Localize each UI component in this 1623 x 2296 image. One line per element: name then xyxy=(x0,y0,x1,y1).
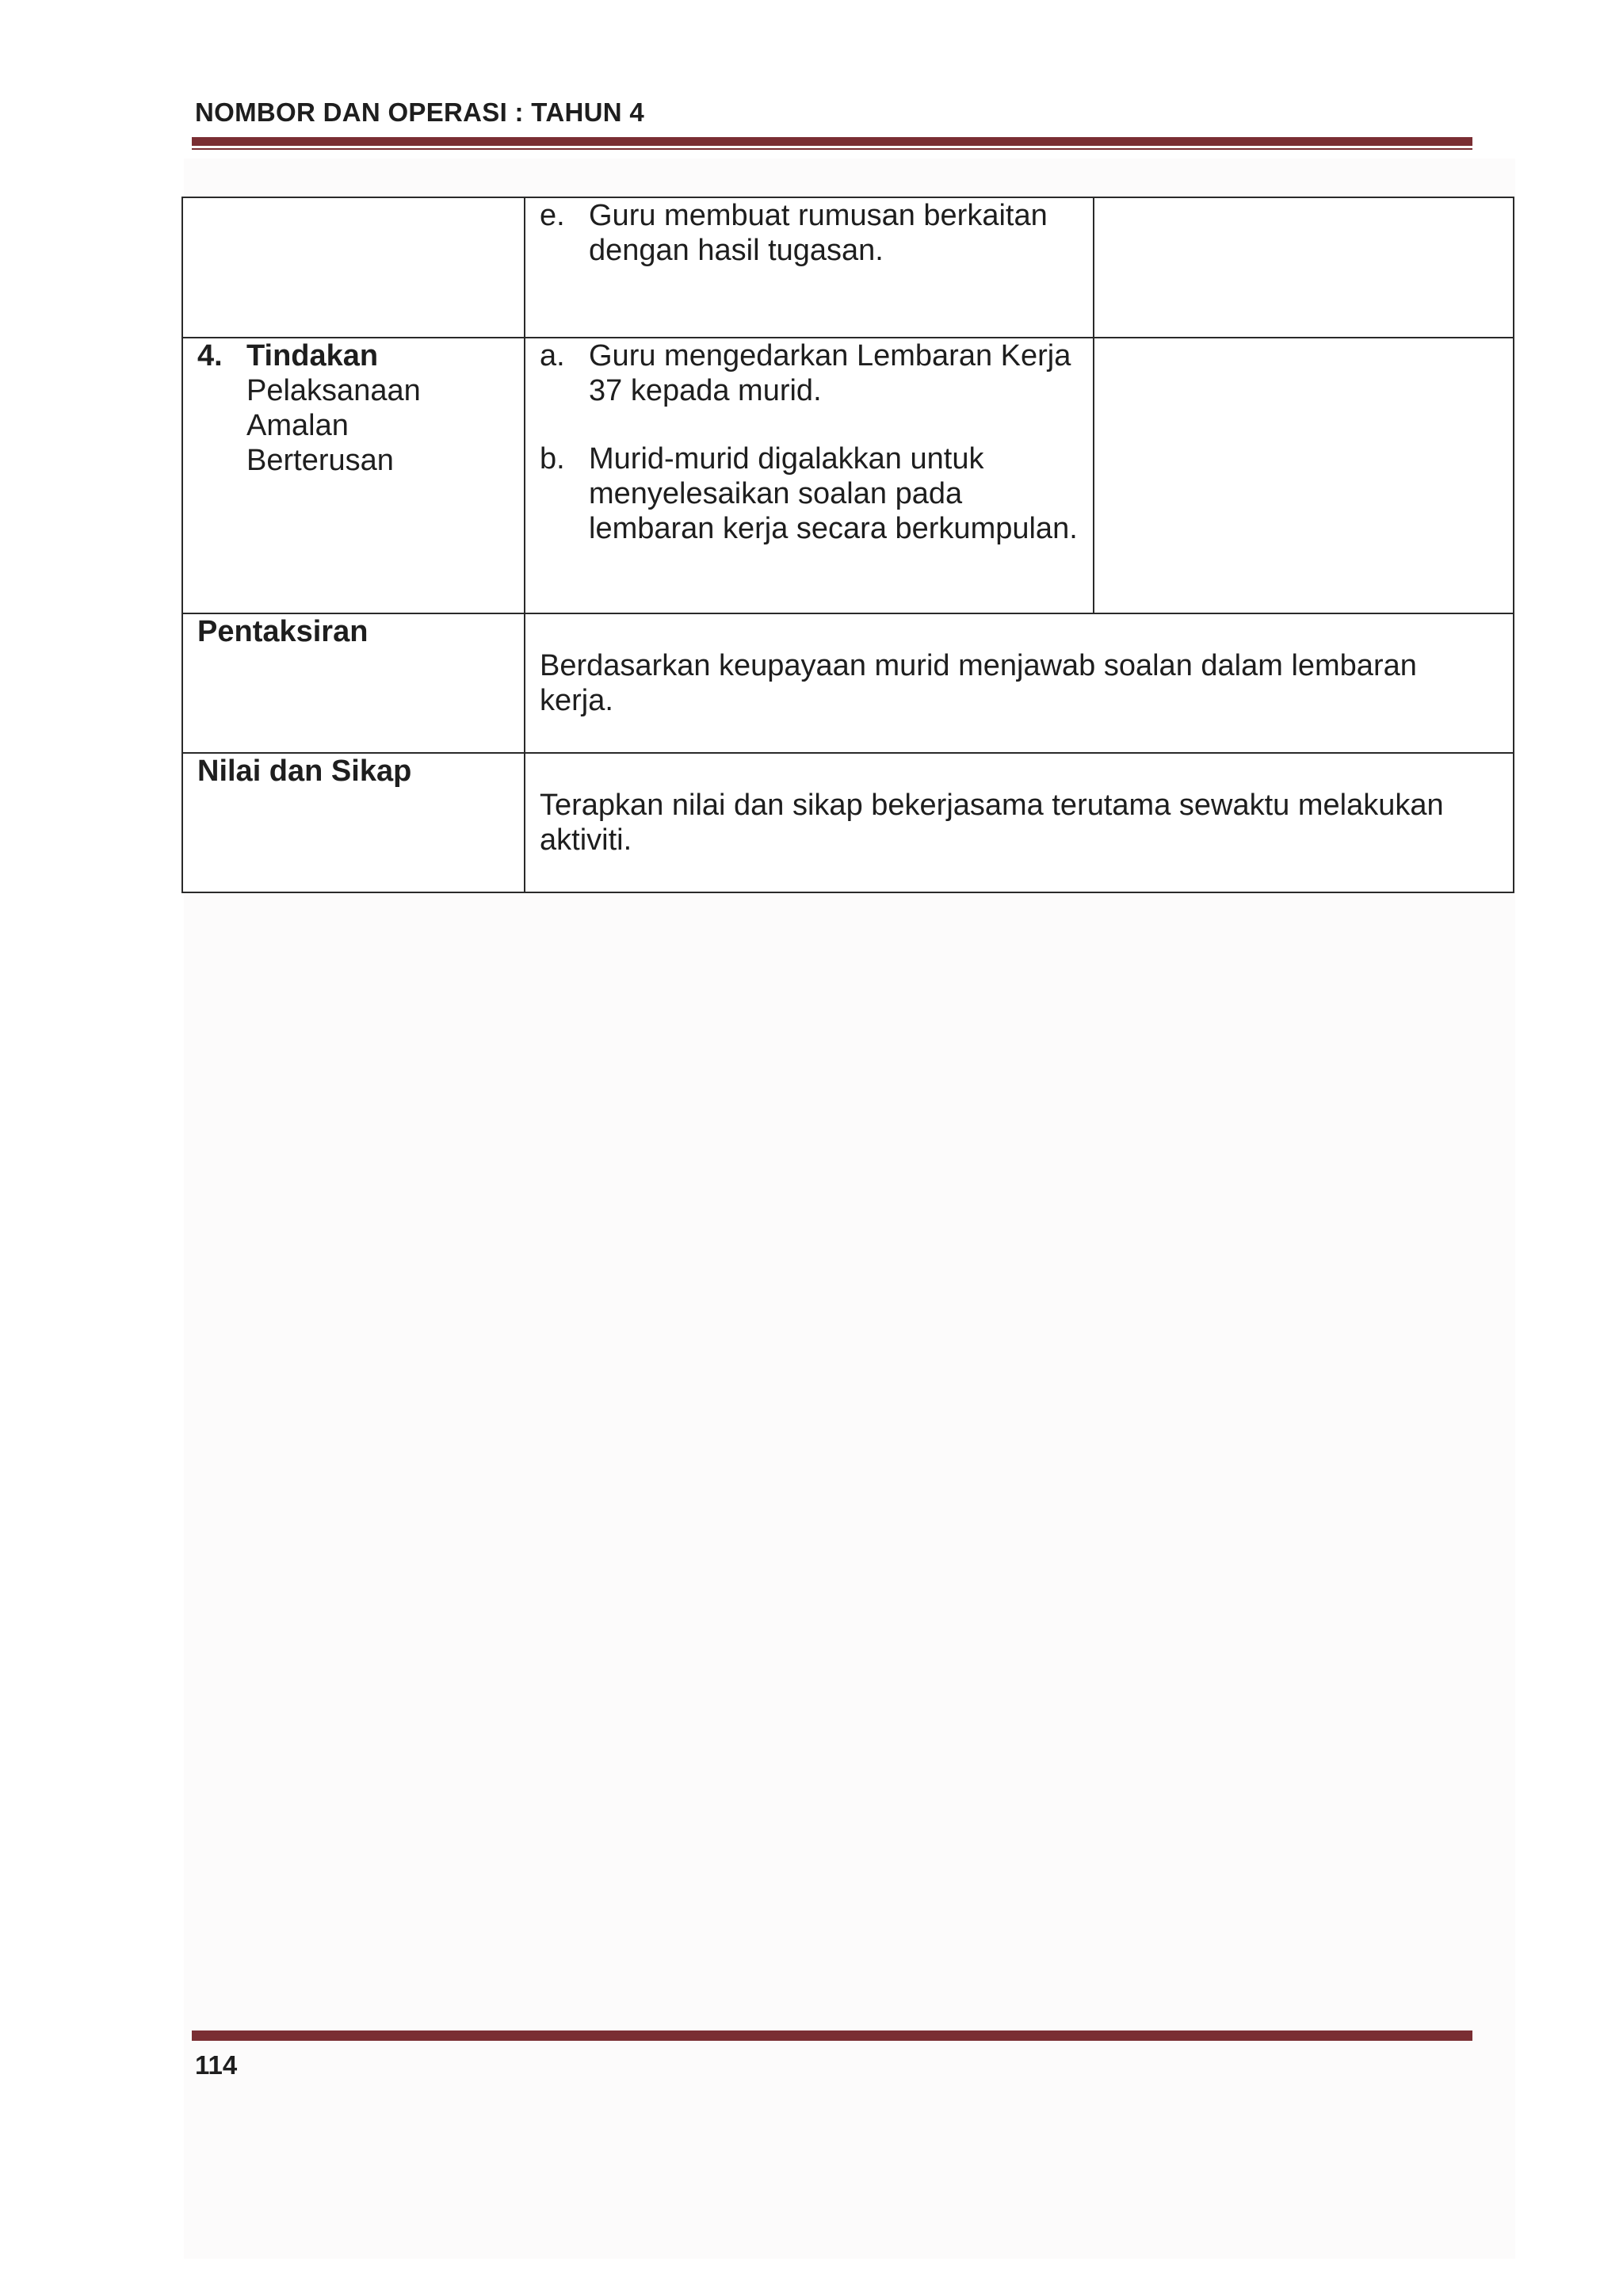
item-line: Murid-murid digalakkan untuk xyxy=(589,442,984,476)
activity-cell xyxy=(525,338,1094,613)
step-title: Tindakan xyxy=(246,339,379,372)
item-line: Guru mengedarkan Lembaran Kerja xyxy=(589,339,1071,372)
activity-item-b xyxy=(540,441,1079,546)
item-line: lembaran kerja secara berkumpulan. xyxy=(589,512,1078,545)
pentaksiran-description xyxy=(525,613,1514,753)
step-number: 4. xyxy=(197,339,223,372)
activity-item-a xyxy=(540,338,1079,408)
item-line: 37 kepada murid. xyxy=(589,374,822,407)
step-line: Amalan xyxy=(246,409,349,442)
description-line: Berdasarkan keupayaan murid menjawab soalan dalam lembaran xyxy=(540,649,1417,682)
step-cell-empty xyxy=(182,197,525,338)
page-header-title: NOMBOR DAN OPERASI : TAHUN 4 xyxy=(195,97,644,127)
item-marker: a. xyxy=(540,339,565,372)
item-line: menyelesaikan soalan pada xyxy=(589,477,963,510)
footer-rule xyxy=(192,2030,1472,2043)
table-row xyxy=(182,338,1514,613)
step-cell xyxy=(182,338,525,613)
description-line: kerja. xyxy=(540,684,613,717)
table-row xyxy=(182,753,1514,892)
table-row xyxy=(182,197,1514,338)
notes-cell xyxy=(1094,338,1514,613)
notes-cell xyxy=(1094,197,1514,338)
header-rule xyxy=(192,137,1472,150)
activity-item-e xyxy=(540,198,1079,268)
item-marker: b. xyxy=(540,442,565,476)
item-line: dengan hasil tugasan. xyxy=(589,234,884,267)
nilai-sikap-description xyxy=(525,753,1514,892)
step-line: Pelaksanaan xyxy=(246,374,421,407)
item-line: Guru membuat rumusan berkaitan xyxy=(589,199,1048,232)
description-line: aktiviti. xyxy=(540,823,632,857)
page-number: 114 xyxy=(195,2050,238,2080)
pentaksiran-label: Pentaksiran xyxy=(182,613,525,753)
table-row xyxy=(182,613,1514,753)
step-line: Berterusan xyxy=(246,444,394,477)
description-line: Terapkan nilai dan sikap bekerjasama terutama sewaktu melakukan xyxy=(540,789,1444,822)
activity-cell xyxy=(525,197,1094,338)
lesson-table xyxy=(181,197,1514,893)
item-marker: e. xyxy=(540,199,565,232)
nilai-sikap-label: Nilai dan Sikap xyxy=(182,753,525,892)
